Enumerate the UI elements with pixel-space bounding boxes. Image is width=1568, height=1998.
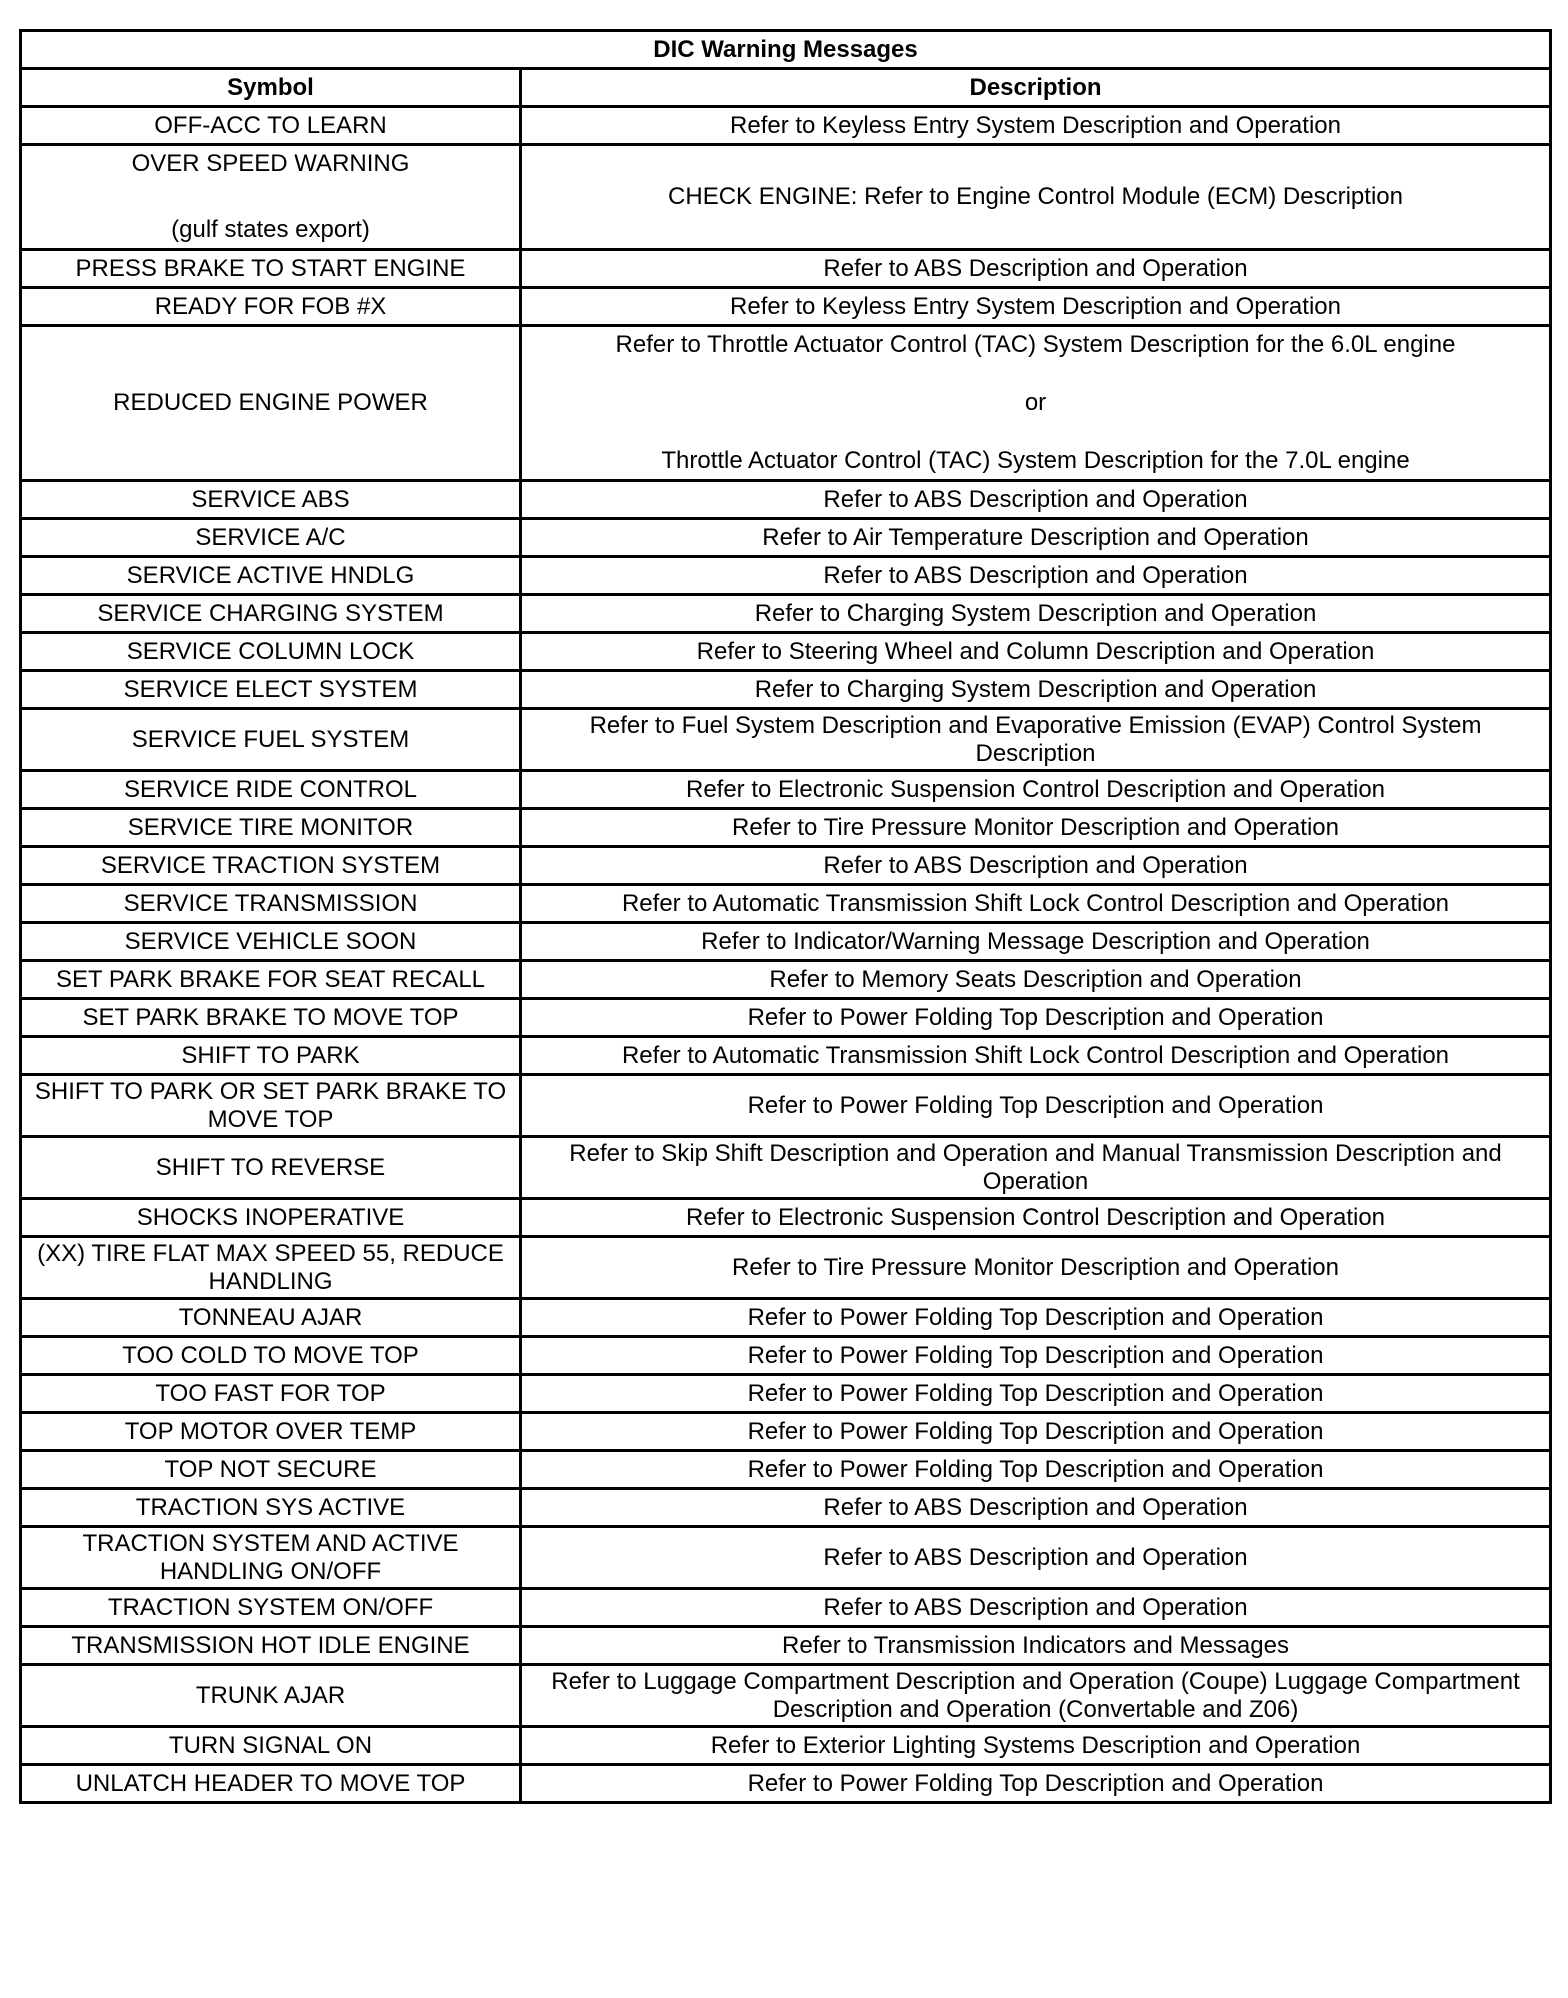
symbol-cell: TOP NOT SECURE xyxy=(21,1451,521,1489)
symbol-cell: SHIFT TO PARK OR SET PARK BRAKE TO MOVE TOP xyxy=(21,1075,521,1137)
description-cell: Refer to Automatic Transmission Shift Lock Control Description and Operation xyxy=(521,1037,1551,1075)
table-row xyxy=(21,519,1551,557)
description-cell: Refer to Air Temperature Description and Operation xyxy=(521,519,1551,557)
table-row xyxy=(21,250,1551,288)
symbol-cell: TOO FAST FOR TOP xyxy=(21,1375,521,1413)
description-cell: Refer to ABS Description and Operation xyxy=(521,847,1551,885)
symbol-cell: SERVICE ACTIVE HNDLG xyxy=(21,557,521,595)
description-cell: Refer to Electronic Suspension Control Description and Operation xyxy=(521,771,1551,809)
symbol-text: OVER SPEED WARNING xyxy=(131,150,410,177)
description-alt-text: Throttle Actuator Control (TAC) System Description for the 7.0L engine xyxy=(661,447,1410,474)
description-cell: Refer to Transmission Indicators and Messages xyxy=(521,1627,1551,1665)
symbol-cell: TRANSMISSION HOT IDLE ENGINE xyxy=(21,1627,521,1665)
description-cell: Refer to Power Folding Top Description and Operation xyxy=(521,1765,1551,1803)
description-cell: Refer to Power Folding Top Description and Operation xyxy=(521,1375,1551,1413)
table-title: DIC Warning Messages xyxy=(21,31,1551,69)
table-row xyxy=(21,1527,1551,1589)
table-row xyxy=(21,1765,1551,1803)
table-row xyxy=(21,481,1551,519)
description-cell: Refer to Charging System Description and Operation xyxy=(521,671,1551,709)
description-or: or xyxy=(1024,389,1047,416)
description-cell: Refer to ABS Description and Operation xyxy=(521,481,1551,519)
symbol-cell: READY FOR FOB #X xyxy=(21,288,521,326)
table-row xyxy=(21,1237,1551,1299)
dic-warning-messages-table xyxy=(19,29,1552,1804)
symbol-cell: PRESS BRAKE TO START ENGINE xyxy=(21,250,521,288)
symbol-cell: SERVICE VEHICLE SOON xyxy=(21,923,521,961)
symbol-cell: SERVICE TIRE MONITOR xyxy=(21,809,521,847)
description-cell: Refer to ABS Description and Operation xyxy=(521,1527,1551,1589)
symbol-cell: UNLATCH HEADER TO MOVE TOP xyxy=(21,1765,521,1803)
symbol-cell: SERVICE RIDE CONTROL xyxy=(21,771,521,809)
description-cell: Refer to Power Folding Top Description and Operation xyxy=(521,1075,1551,1137)
symbol-cell: REDUCED ENGINE POWER xyxy=(21,326,521,481)
table-row xyxy=(21,633,1551,671)
symbol-cell: TRACTION SYS ACTIVE xyxy=(21,1489,521,1527)
table-row xyxy=(21,1337,1551,1375)
description-cell: Refer to ABS Description and Operation xyxy=(521,557,1551,595)
description-cell: Refer to Automatic Transmission Shift Lock Control Description and Operation xyxy=(521,885,1551,923)
description-cell: Refer to Fuel System Description and Evaporative Emission (EVAP) Control System Description xyxy=(521,709,1551,771)
symbol-cell: SHOCKS INOPERATIVE xyxy=(21,1199,521,1237)
table-row xyxy=(21,1665,1551,1727)
title-row xyxy=(21,31,1551,69)
symbol-cell: TONNEAU AJAR xyxy=(21,1299,521,1337)
symbol-cell: (XX) TIRE FLAT MAX SPEED 55, REDUCE HANDLING xyxy=(21,1237,521,1299)
symbol-cell: SERVICE CHARGING SYSTEM xyxy=(21,595,521,633)
table-row xyxy=(21,1199,1551,1237)
symbol-cell: SHIFT TO PARK xyxy=(21,1037,521,1075)
description-cell: Refer to Power Folding Top Description and Operation xyxy=(521,1299,1551,1337)
description-cell: Refer to Skip Shift Description and Operation and Manual Transmission Description and Operation xyxy=(521,1137,1551,1199)
description-cell: Refer to ABS Description and Operation xyxy=(521,1589,1551,1627)
table-row xyxy=(21,885,1551,923)
symbol-cell: SHIFT TO REVERSE xyxy=(21,1137,521,1199)
table-row xyxy=(21,1489,1551,1527)
table-row xyxy=(21,709,1551,771)
table-row xyxy=(21,847,1551,885)
symbol-cell: OFF-ACC TO LEARN xyxy=(21,107,521,145)
symbol-cell: SERVICE FUEL SYSTEM xyxy=(21,709,521,771)
symbol-cell xyxy=(21,145,521,250)
description-cell: Refer to Tire Pressure Monitor Description and Operation xyxy=(521,809,1551,847)
description-text: Refer to Throttle Actuator Control (TAC) System Description for the 6.0L engine xyxy=(615,331,1456,358)
symbol-cell: TRACTION SYSTEM ON/OFF xyxy=(21,1589,521,1627)
header-row xyxy=(21,69,1551,107)
description-cell: Refer to Power Folding Top Description and Operation xyxy=(521,1451,1551,1489)
table-row xyxy=(21,1727,1551,1765)
description-cell: Refer to Memory Seats Description and Operation xyxy=(521,961,1551,999)
table-row xyxy=(21,809,1551,847)
table-row xyxy=(21,1075,1551,1137)
table-row xyxy=(21,671,1551,709)
symbol-cell: TOO COLD TO MOVE TOP xyxy=(21,1337,521,1375)
description-cell: Refer to Luggage Compartment Description and Operation (Coupe) Luggage Compartment Description and Operation (Convertable and Z06) xyxy=(521,1665,1551,1727)
table-row xyxy=(21,1627,1551,1665)
table-row xyxy=(21,1589,1551,1627)
table-row xyxy=(21,999,1551,1037)
symbol-column-header: Symbol xyxy=(21,69,521,107)
table-row xyxy=(21,288,1551,326)
table-row xyxy=(21,923,1551,961)
table-row xyxy=(21,326,1551,481)
table-row xyxy=(21,557,1551,595)
description-cell: Refer to Power Folding Top Description and Operation xyxy=(521,1413,1551,1451)
symbol-cell: TOP MOTOR OVER TEMP xyxy=(21,1413,521,1451)
symbol-cell: SET PARK BRAKE TO MOVE TOP xyxy=(21,999,521,1037)
symbol-cell: TURN SIGNAL ON xyxy=(21,1727,521,1765)
description-cell: Refer to ABS Description and Operation xyxy=(521,1489,1551,1527)
description-cell: Refer to Power Folding Top Description and Operation xyxy=(521,1337,1551,1375)
description-cell: Refer to Exterior Lighting Systems Description and Operation xyxy=(521,1727,1551,1765)
table-row xyxy=(21,1375,1551,1413)
table-row xyxy=(21,1451,1551,1489)
table-row xyxy=(21,1137,1551,1199)
description-cell: Refer to Tire Pressure Monitor Description and Operation xyxy=(521,1237,1551,1299)
description-cell: Refer to ABS Description and Operation xyxy=(521,250,1551,288)
symbol-cell: SERVICE COLUMN LOCK xyxy=(21,633,521,671)
table-row xyxy=(21,145,1551,250)
symbol-cell: SERVICE A/C xyxy=(21,519,521,557)
symbol-cell: SET PARK BRAKE FOR SEAT RECALL xyxy=(21,961,521,999)
description-cell xyxy=(521,326,1551,481)
symbol-cell: SERVICE ELECT SYSTEM xyxy=(21,671,521,709)
table-row xyxy=(21,107,1551,145)
table-row xyxy=(21,771,1551,809)
description-cell: Refer to Indicator/Warning Message Description and Operation xyxy=(521,923,1551,961)
symbol-cell: SERVICE TRANSMISSION xyxy=(21,885,521,923)
table-row xyxy=(21,1413,1551,1451)
symbol-cell: SERVICE ABS xyxy=(21,481,521,519)
symbol-note: (gulf states export) xyxy=(171,216,370,243)
table-row xyxy=(21,1299,1551,1337)
description-column-header: Description xyxy=(521,69,1551,107)
symbol-cell: SERVICE TRACTION SYSTEM xyxy=(21,847,521,885)
description-cell: CHECK ENGINE: Refer to Engine Control Module (ECM) Description xyxy=(521,145,1551,250)
description-cell: Refer to Electronic Suspension Control Description and Operation xyxy=(521,1199,1551,1237)
description-cell: Refer to Power Folding Top Description and Operation xyxy=(521,999,1551,1037)
table-row xyxy=(21,595,1551,633)
description-cell: Refer to Charging System Description and Operation xyxy=(521,595,1551,633)
symbol-cell: TRACTION SYSTEM AND ACTIVE HANDLING ON/OFF xyxy=(21,1527,521,1589)
description-cell: Refer to Steering Wheel and Column Description and Operation xyxy=(521,633,1551,671)
table-row xyxy=(21,961,1551,999)
description-cell: Refer to Keyless Entry System Description and Operation xyxy=(521,288,1551,326)
table-row xyxy=(21,1037,1551,1075)
description-cell: Refer to Keyless Entry System Description and Operation xyxy=(521,107,1551,145)
symbol-cell: TRUNK AJAR xyxy=(21,1665,521,1727)
